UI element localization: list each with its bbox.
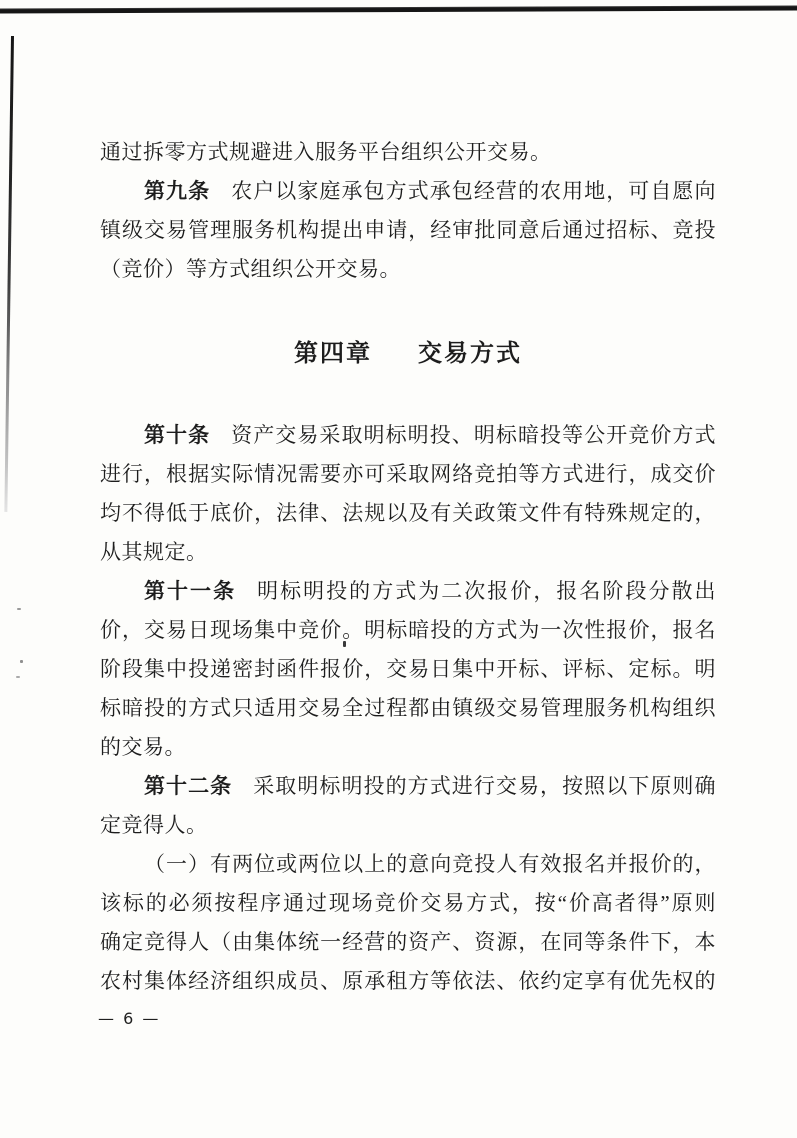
text-line: 均不得低于底价，法律、法规以及有关政策文件有特殊规定的， (100, 501, 716, 525)
article-label: 第十二条 (144, 775, 233, 798)
article-text: 明标明投的方式为二次报价，报名阶段分散出 (257, 579, 717, 603)
article-label: 第九条 (144, 180, 211, 203)
text-line: 农村集体经济组织成员、原承租方等依法、依约定享有优先权的 (100, 969, 716, 993)
text-line: 定竞得人。 (100, 813, 208, 837)
text-line: 该标的必须按程序通过现场竞价交易方式，按“价高者得”原则 (100, 891, 716, 915)
scan-speck (16, 676, 20, 678)
text-line (100, 767, 716, 806)
scan-speck (17, 608, 21, 610)
text-line (100, 416, 716, 455)
document-content (100, 133, 716, 1001)
text-line: 进行，根据实际情况需要亦可采取网络竞拍等方式进行，成交价 (100, 462, 716, 486)
chapter-number: 第四章 (294, 340, 372, 367)
text-line (100, 172, 716, 211)
article-text: 农户以家庭承包方式承包经营的农用地，可自愿向 (231, 179, 716, 203)
text-line: 价，交易日现场集中竞价。明标暗投的方式为一次性报价，报名 (100, 618, 716, 642)
chapter-heading (100, 334, 716, 374)
article-label: 第十条 (144, 424, 211, 447)
text-line: 标暗投的方式只适用交易全过程都由镇级交易管理服务机构组织 (100, 696, 716, 720)
text-line: 阶段集中投递密封函件报价，交易日集中开标、评标、定标。明 (100, 657, 716, 681)
text-line: （一）有两位或两位以上的意向竞投人有效报名并报价的， (144, 852, 716, 876)
text-line: （竞价）等方式组织公开交易。 (100, 257, 401, 281)
scan-artifact-left-line (4, 36, 14, 512)
scan-speck (20, 660, 23, 663)
text-line: 通过拆零方式规避进入服务平台组织公开交易。 (100, 140, 552, 164)
scan-artifact-top-line (0, 6, 797, 13)
article-label: 第十一条 (144, 580, 237, 603)
article-text: 资产交易采取明标明投、明标暗投等公开竞价方式 (231, 423, 716, 447)
text-line: 镇级交易管理服务机构提出申请，经审批同意后通过招标、竞投 (100, 218, 716, 242)
page-number: — 6 — (98, 1009, 161, 1028)
text-line: 确定竞得人（由集体统一经营的资产、资源，在同等条件下，本 (100, 930, 716, 954)
article-text: 采取明标明投的方式进行交易，按照以下原则确 (253, 774, 716, 798)
text-line (100, 572, 716, 611)
text-line: 的交易。 (100, 735, 186, 759)
chapter-title: 交易方式 (418, 340, 522, 367)
text-line: 从其规定。 (100, 540, 208, 564)
